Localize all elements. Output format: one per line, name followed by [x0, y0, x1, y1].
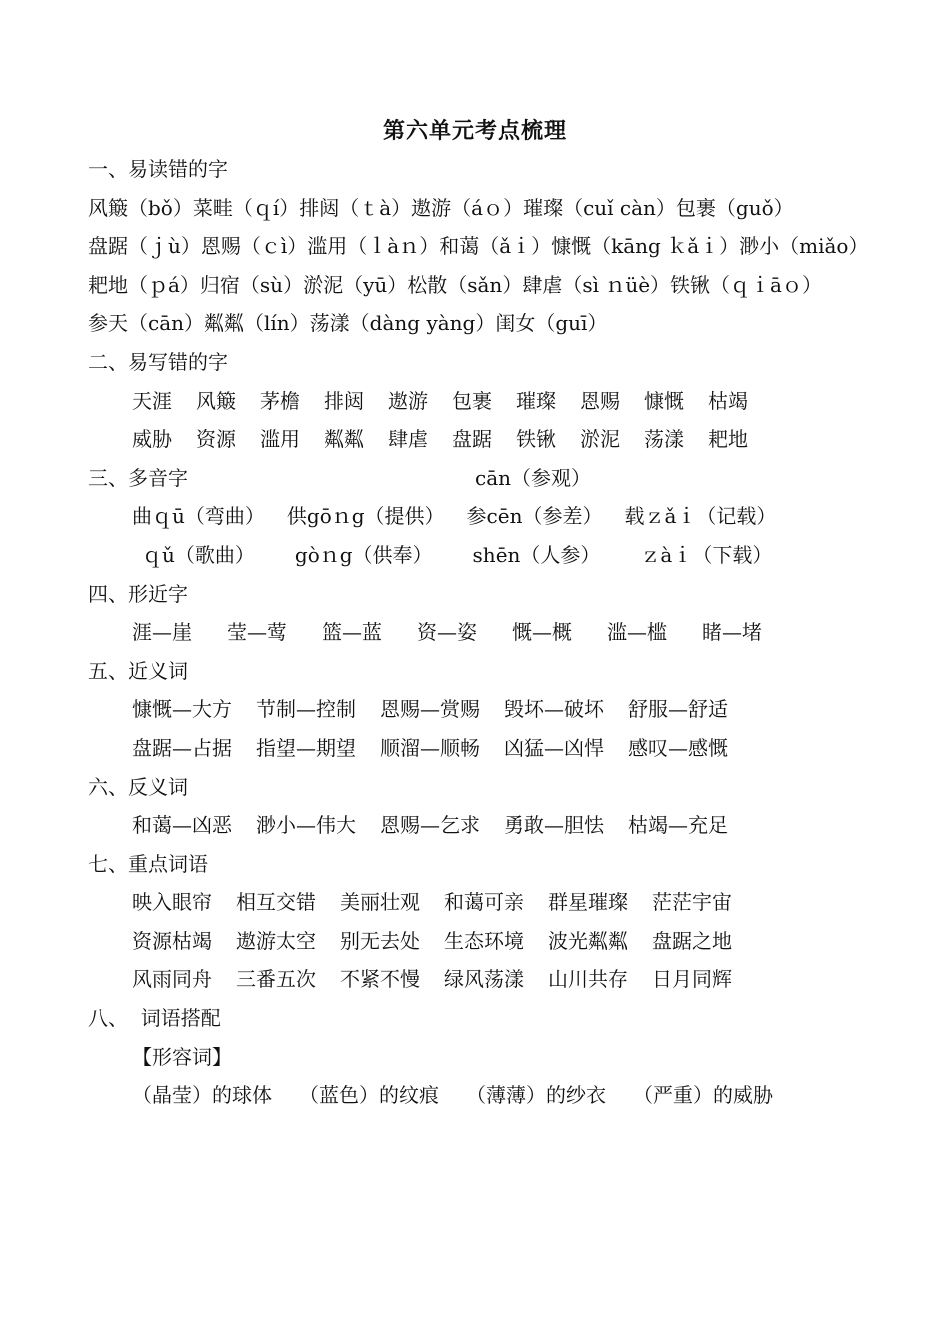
word-row	[88, 690, 878, 729]
polyphone-row	[88, 536, 878, 575]
word-pair: 涯—崖	[132, 620, 192, 645]
phrase: 生态环境	[444, 928, 524, 953]
word-row	[88, 883, 878, 922]
collocation: （薄薄）的纱衣	[466, 1083, 606, 1108]
word: 慷慨	[644, 388, 684, 413]
word: 包裹	[452, 388, 492, 413]
phrase: 波光粼粼	[548, 928, 628, 953]
polyphone-entry: shēn（人参）	[472, 542, 601, 567]
word: 荡漾	[644, 427, 684, 452]
word: 淤泥	[580, 427, 620, 452]
phrase: 日月同辉	[652, 967, 732, 992]
polyphone-row	[88, 497, 878, 536]
polyphone-entry: 载ｚǎｉ（记载）	[624, 504, 777, 529]
word: 璀璨	[516, 388, 556, 413]
polyphone-entry: ｑǔ（歌曲）	[142, 542, 255, 567]
word: 盘踞	[452, 427, 492, 452]
word-pair: 感叹—感慨	[628, 735, 728, 760]
section-heading-4: 四、形近字	[88, 581, 188, 606]
word: 威胁	[132, 427, 172, 452]
word-row	[88, 922, 878, 961]
word-row	[88, 1076, 878, 1115]
phrase: 三番五次	[236, 967, 316, 992]
section-heading-1: 一、易读错的字	[88, 157, 228, 181]
polyphone-heading-row	[88, 459, 878, 498]
word: 资源	[196, 427, 236, 452]
word-row	[88, 806, 878, 845]
word-row	[88, 420, 878, 459]
polyphone-entry: ｚàｉ（下载）	[640, 542, 773, 567]
pinyin-line-4: 参天（cān）粼粼（lín）荡漾（dàng yàng）闺女（guī）	[88, 311, 608, 336]
polyphone-entry: 参cēn（参差）	[466, 504, 603, 529]
word-pair: 枯竭—充足	[628, 813, 728, 838]
phrase: 风雨同舟	[132, 967, 212, 992]
pinyin-line-3: 耙地（ｐá）归宿（sù）淤泥（yū）松散（sǎn）肆虐（sì ｎüè）铁锹（ｑｉāｏ）	[88, 272, 822, 297]
word-pair: 和蔼—凶恶	[132, 813, 232, 838]
phrase: 映入眼帘	[132, 890, 212, 915]
collocation: （晶莹）的球体	[132, 1083, 272, 1108]
word: 铁锹	[516, 427, 556, 452]
word: 茅檐	[260, 388, 300, 413]
section-heading-7: 七、重点词语	[88, 851, 208, 876]
phrase: 茫茫宇宙	[652, 890, 732, 915]
word-pair: 睹—堵	[702, 620, 762, 645]
word-pair: 渺小—伟大	[256, 813, 356, 838]
section-heading-6: 六、反义词	[88, 774, 188, 799]
page-title: 第六单元考点梳理	[382, 118, 567, 144]
phrase: 资源枯竭	[132, 928, 212, 953]
word: 天涯	[132, 388, 172, 413]
word-pair: 指望—期望	[256, 735, 356, 760]
word-pair: 毁坏—破坏	[504, 697, 604, 722]
phrase: 美丽壮观	[340, 890, 420, 915]
polyphone-entry: 供gōｎg（提供）	[286, 504, 445, 529]
word-pair: 恩赐—乞求	[380, 813, 480, 838]
phrase: 相互交错	[236, 890, 316, 915]
phrase: 绿风荡漾	[444, 967, 524, 992]
word: 风簸	[196, 388, 236, 413]
pinyin-line-2: 盘踞（ｊù）恩赐（ｃì）滥用（ｌàｎ）和蔼（ǎｉ）慷慨（kāng ｋǎｉ）渺小（miǎo）	[88, 234, 869, 259]
word-row	[88, 613, 878, 652]
polyphone-entry: gòｎg（供奉）	[294, 542, 433, 567]
word-pair: 恩赐—赏赐	[380, 697, 480, 722]
word-row	[88, 729, 878, 768]
word-pair: 慨—概	[512, 620, 572, 645]
section-heading-8: 八、 词语搭配	[88, 1006, 221, 1031]
word: 恩赐	[580, 388, 620, 413]
polyphone-entry: cān（参观）	[475, 465, 592, 490]
word: 枯竭	[708, 388, 748, 413]
section-heading-3: 三、多音字	[88, 465, 188, 490]
subsection-label: 【形容词】	[132, 1044, 232, 1069]
word-pair: 勇敢—胆怯	[504, 813, 604, 838]
phrase: 不紧不慢	[340, 967, 420, 992]
word-pair: 节制—控制	[256, 697, 356, 722]
pinyin-line-1: 风簸（bǒ）菜畦（ｑí）排闼（ｔà）遨游（áｏ）璀璨（cuǐ càn）包裹（guǒ）	[88, 195, 794, 220]
word-pair: 慷慨—大方	[132, 697, 232, 722]
collocation: （严重）的威胁	[633, 1083, 773, 1108]
section-heading-5: 五、近义词	[88, 658, 188, 683]
word-pair: 莹—莺	[227, 620, 287, 645]
word: 滥用	[260, 427, 300, 452]
phrase: 遨游太空	[236, 928, 316, 953]
phrase: 盘踞之地	[652, 928, 732, 953]
word-pair: 资—姿	[417, 620, 477, 645]
word: 排闼	[324, 388, 364, 413]
phrase: 和蔼可亲	[444, 890, 524, 915]
word: 遨游	[388, 388, 428, 413]
word-pair: 凶猛—凶悍	[504, 735, 604, 760]
word-pair: 舒服—舒适	[628, 697, 728, 722]
word: 肆虐	[388, 427, 428, 452]
word-pair: 盘踞—占据	[132, 735, 232, 760]
word: 粼粼	[324, 427, 364, 452]
word-row	[88, 382, 878, 421]
word-row	[88, 960, 878, 999]
word-pair: 顺溜—顺畅	[380, 735, 480, 760]
section-heading-2: 二、易写错的字	[88, 349, 228, 374]
phrase: 山川共存	[548, 967, 628, 992]
document-body	[88, 150, 878, 1115]
word: 耙地	[708, 427, 748, 452]
phrase: 别无去处	[340, 928, 420, 953]
polyphone-entry: 曲ｑū（弯曲）	[132, 504, 265, 529]
word-pair: 篮—蓝	[322, 620, 382, 645]
word-pair: 滥—槛	[607, 620, 667, 645]
collocation: （蓝色）的纹痕	[299, 1083, 439, 1108]
phrase: 群星璀璨	[548, 890, 628, 915]
